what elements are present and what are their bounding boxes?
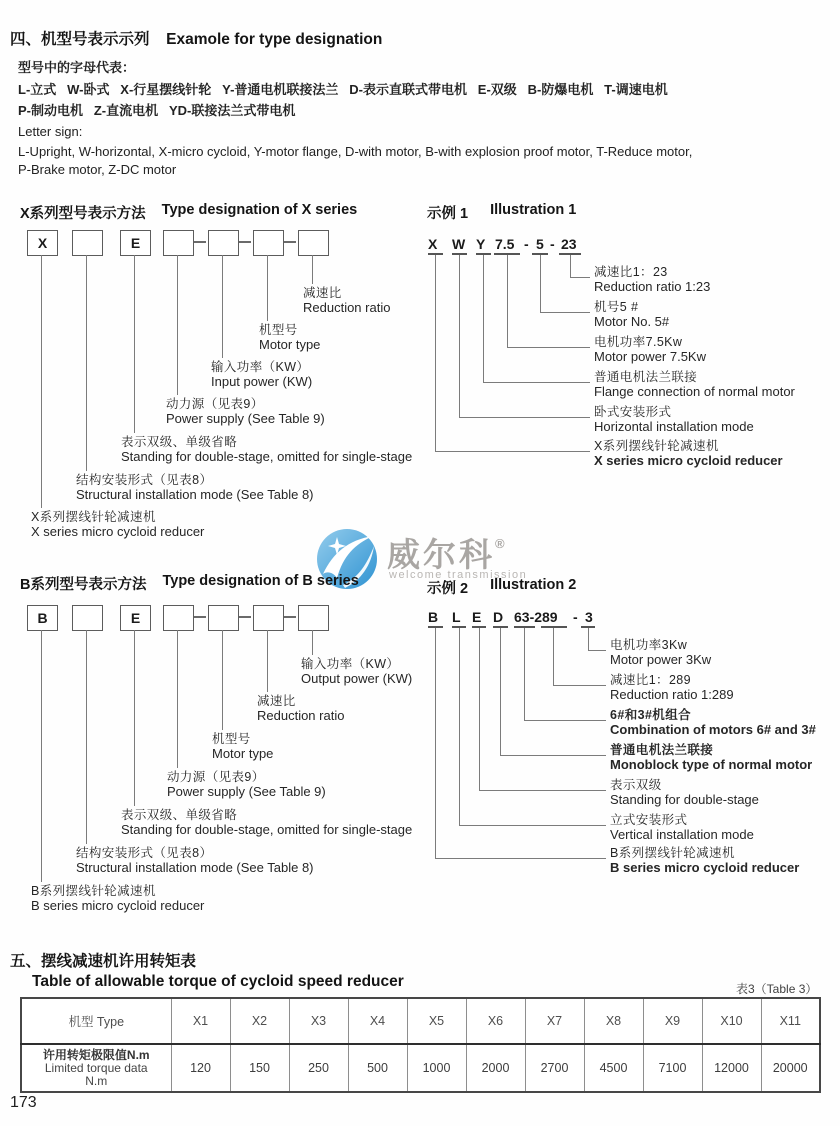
illustration2-heading-zh: 示例 2	[427, 581, 469, 597]
torque-value: 120	[171, 1044, 230, 1092]
illustration1-heading-en: Illustration 1	[490, 202, 577, 218]
col-header-type: 机型 Type	[21, 998, 171, 1044]
b-box-dash	[239, 616, 251, 618]
illus1-connector	[435, 451, 590, 452]
illus2-label-series-name: B系列摆线针轮减速机 B series micro cycloid reducer	[610, 846, 800, 875]
b-series-heading-zh: B系列型号表示方法	[20, 577, 147, 593]
x-box-6	[253, 230, 284, 256]
letters-line-2: P-制动电机 Z-直流电机 YD-联接法兰式带电机	[18, 103, 296, 118]
illus2-label-motor-power: 电机功率3Kw Motor power 3Kw	[610, 638, 712, 667]
row-label: 许用转矩极限值N.m Limited torque data N.m	[21, 1044, 171, 1092]
x-label-double-stage: 表示双级、单级省略 Standing for double-stage, omitted for single-stage	[121, 435, 413, 464]
code-token: 63-289	[514, 609, 558, 625]
torque-value: 1000	[407, 1044, 466, 1092]
b-box-6	[253, 605, 284, 631]
illus1-connector	[483, 255, 484, 382]
table-data-row	[21, 1044, 820, 1092]
b-box-4	[163, 605, 194, 631]
illus2-connector	[479, 628, 480, 790]
b-series-heading	[20, 573, 359, 594]
illus1-connector	[459, 417, 590, 418]
illustration1-heading	[427, 202, 576, 223]
illus2-label-vertical: 立式安装形式 Vertical installation mode	[610, 813, 754, 842]
torque-value: 150	[230, 1044, 289, 1092]
col-header-model: X3	[289, 998, 348, 1044]
b-label-motor-type: 机型号 Motor type	[212, 732, 274, 761]
illus2-connector	[500, 755, 606, 756]
illus1-label-flange: 普通电机法兰联接 Flange connection of normal motor	[594, 370, 795, 399]
illus2-connector	[459, 825, 606, 826]
table-ref: 表3（Table 3）	[736, 982, 818, 996]
b-connector-line	[134, 630, 135, 806]
x-connector-line	[134, 255, 135, 433]
torque-value: 2700	[525, 1044, 584, 1092]
x-label-series-name: X系列摆线针轮减速机 X series micro cycloid reducer	[31, 510, 205, 539]
section4-title-en: Examole for type designation	[166, 31, 383, 48]
torque-table	[20, 997, 821, 1093]
illus1-label-motor-no: 机号5 # Motor No. 5#	[594, 300, 670, 329]
illus1-connector	[459, 255, 460, 417]
torque-value: 2000	[466, 1044, 525, 1092]
col-header-model: X1	[171, 998, 230, 1044]
b-label-double-stage: 表示双级、单级省略 Standing for double-stage, omitted for single-stage	[121, 808, 413, 837]
b-connector-line	[267, 630, 268, 692]
brand-name: 威尔科®	[387, 536, 505, 573]
code-token: 5	[536, 236, 544, 252]
code-dash: -	[524, 236, 529, 252]
code-token: W	[452, 236, 466, 252]
x-connector-line	[267, 255, 268, 321]
b-connector-line	[312, 630, 313, 655]
x-box-dash	[284, 241, 296, 243]
illus1-label-reduction-ratio: 减速比1：23 Reduction ratio 1:23	[594, 265, 711, 294]
col-header-model: X2	[230, 998, 289, 1044]
illus2-connector	[435, 858, 606, 859]
b-connector-line	[41, 630, 42, 882]
b-label-power-supply: 动力源（见表9） Power supply (See Table 9)	[167, 770, 326, 799]
b-connector-line	[177, 630, 178, 768]
section5-heading-zh: 五、摆线减速机许用转矩表	[10, 953, 197, 970]
x-box-dash	[239, 241, 251, 243]
illus1-connector	[435, 255, 436, 451]
table-header-row	[21, 998, 820, 1044]
illus1-connector	[540, 312, 590, 313]
illus2-label-monoblock: 普通电机法兰联接 Monoblock type of normal motor	[610, 743, 813, 772]
b-label-installation-mode: 结构安装形式（见表8） Structural installation mode (See Table 8)	[76, 846, 314, 875]
x-label-motor-type: 机型号 Motor type	[259, 323, 321, 352]
illus1-label-series-name: X系列摆线针轮减速机 X series micro cycloid reducer	[594, 439, 783, 468]
letter-sign-line-1: L-Upright, W-horizontal, X-micro cycloid, Y-motor flange, D-with motor, B-with explosion proof motor, T-Reduce motor,	[18, 144, 693, 159]
b-connector-line	[222, 630, 223, 730]
x-series-heading-en: Type designation of X series	[161, 202, 358, 218]
code-token: D	[493, 609, 504, 625]
col-header-model: X11	[761, 998, 820, 1044]
b-series-heading-en: Type designation of B series	[162, 573, 359, 589]
illustration2-heading	[427, 577, 576, 598]
b-box-7	[298, 605, 329, 631]
letters-line-1: L-立式 W-卧式 X-行星摆线针轮 Y-普通电机联接法兰 D-表示直联式带电机 E-双级 B-防爆电机 T-调速电机	[18, 82, 668, 97]
torque-value: 250	[289, 1044, 348, 1092]
illus1-connector	[570, 277, 590, 278]
illus2-connector	[500, 628, 501, 755]
illus2-connector	[588, 650, 606, 651]
x-series-heading-zh: X系列型号表示方法	[20, 206, 146, 222]
b-box-dash	[194, 616, 206, 618]
code-dash: -	[573, 609, 578, 625]
x-connector-line	[177, 255, 178, 395]
torque-value: 4500	[584, 1044, 643, 1092]
illus1-connector	[540, 255, 541, 312]
registered-mark: ®	[495, 536, 505, 551]
illus2-connector	[524, 628, 525, 720]
x-box-3: E	[120, 230, 151, 256]
x-label-installation-mode: 结构安装形式（见表8） Structural installation mode (See Table 8)	[76, 473, 314, 502]
page-number: 173	[10, 1094, 37, 1111]
code-token: E	[472, 609, 482, 625]
x-connector-line	[222, 255, 223, 358]
section4-title	[10, 27, 382, 49]
brand-tagline: welcome transmission	[389, 569, 528, 581]
x-box-4	[163, 230, 194, 256]
illus1-label-horizontal: 卧式安装形式 Horizontal installation mode	[594, 405, 754, 434]
letters-heading: 型号中的字母代表：	[18, 60, 136, 75]
illus2-label-double-stage: 表示双级 Standing for double-stage	[610, 778, 759, 807]
col-header-model: X5	[407, 998, 466, 1044]
torque-value: 20000	[761, 1044, 820, 1092]
illus1-connector	[570, 255, 571, 277]
illustration1-heading-zh: 示例 1	[427, 206, 469, 222]
code-token: L	[452, 609, 461, 625]
col-header-model: X9	[643, 998, 702, 1044]
col-header-model: X4	[348, 998, 407, 1044]
b-label-output-power: 输入功率（KW） Output power (KW)	[301, 657, 413, 686]
illus1-connector	[483, 382, 590, 383]
section4-title-zh: 四、机型号表示示列	[10, 31, 150, 48]
col-header-model: X7	[525, 998, 584, 1044]
x-box-5	[208, 230, 239, 256]
illus1-connector	[507, 347, 590, 348]
code-token: 7.5	[495, 236, 515, 252]
b-box-5	[208, 605, 239, 631]
illus1-label-motor-power: 电机功率7.5Kw Motor power 7.5Kw	[594, 335, 706, 364]
b-box-1: B	[27, 605, 58, 631]
b-label-series-name: B系列摆线针轮减速机 B series micro cycloid reducer	[31, 884, 205, 913]
x-box-2	[72, 230, 103, 256]
code-dash: -	[550, 236, 555, 252]
x-box-7	[298, 230, 329, 256]
illus2-connector	[553, 628, 554, 685]
code-token: 3	[585, 609, 593, 625]
illus1-connector	[507, 255, 508, 347]
col-header-model: X8	[584, 998, 643, 1044]
illus2-label-combination: 6#和3#机组合 Combination of motors 6# and 3#	[610, 708, 816, 737]
code-token: 23	[561, 236, 577, 252]
code-token: Y	[476, 236, 486, 252]
x-label-input-power: 输入功率（KW） Input power (KW)	[211, 360, 313, 389]
section5-heading-en: Table of allowable torque of cycloid speed reducer	[32, 973, 404, 990]
illus2-connector	[524, 720, 606, 721]
b-box-dash	[284, 616, 296, 618]
x-connector-line	[312, 255, 313, 284]
x-box-dash	[194, 241, 206, 243]
b-label-reduction-ratio: 减速比 Reduction ratio	[257, 694, 345, 723]
col-header-model: X6	[466, 998, 525, 1044]
illus2-connector	[479, 790, 606, 791]
x-label-reduction-ratio: 减速比 Reduction ratio	[303, 286, 391, 315]
torque-value: 7100	[643, 1044, 702, 1092]
x-label-power-supply: 动力源（见表9） Power supply (See Table 9)	[166, 397, 325, 426]
torque-value: 500	[348, 1044, 407, 1092]
illustration2-heading-en: Illustration 2	[490, 577, 577, 593]
illus2-connector	[435, 628, 436, 858]
illus2-connector	[588, 628, 589, 650]
x-connector-line	[86, 255, 87, 471]
torque-value: 12000	[702, 1044, 761, 1092]
x-series-heading	[20, 202, 357, 223]
letter-sign-heading: Letter sign:	[18, 124, 83, 139]
code-token: B	[428, 609, 439, 625]
b-box-3: E	[120, 605, 151, 631]
x-box-1: X	[27, 230, 58, 256]
letter-sign-line-2: P-Brake motor, Z-DC motor	[18, 162, 177, 177]
x-connector-line	[41, 255, 42, 508]
col-header-model: X10	[702, 998, 761, 1044]
illus2-connector	[553, 685, 606, 686]
illus2-label-reduction-ratio: 减速比1：289 Reduction ratio 1:289	[610, 673, 734, 702]
illus2-connector	[459, 628, 460, 825]
b-box-2	[72, 605, 103, 631]
b-connector-line	[86, 630, 87, 844]
code-token: X	[428, 236, 438, 252]
